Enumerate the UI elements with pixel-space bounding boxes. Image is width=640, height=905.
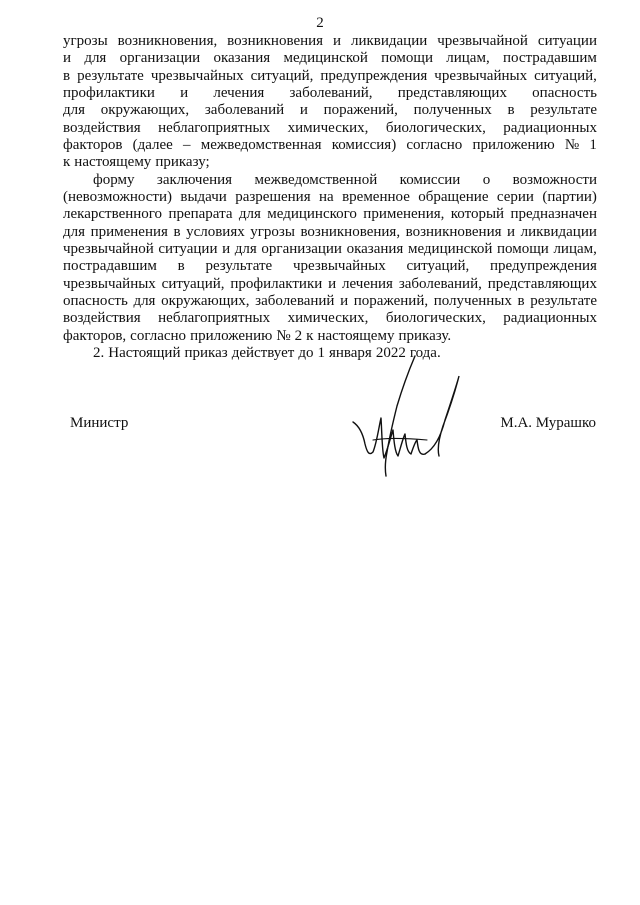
- word: чрезвычайных: [292, 258, 386, 275]
- word: результате: [530, 102, 597, 119]
- word: медицинской: [283, 50, 368, 67]
- word: воздействия: [63, 310, 141, 327]
- word: чрезвычайных: [150, 67, 244, 84]
- word: организации: [119, 50, 201, 67]
- signature-row: [0, 414, 640, 434]
- word: поражений,: [353, 292, 429, 309]
- word: №: [564, 136, 580, 153]
- word: и: [328, 275, 337, 292]
- word: приложению: [190, 327, 273, 344]
- word: лечения: [342, 275, 393, 292]
- word: чрезвычайных: [63, 275, 156, 292]
- word: условиях: [186, 223, 245, 240]
- word: представляющих: [397, 84, 507, 101]
- word: чрезвычайной: [63, 240, 154, 257]
- word: для: [63, 102, 86, 119]
- order-body-text: [63, 33, 597, 362]
- word: и: [340, 292, 349, 309]
- text-line: [63, 345, 597, 362]
- word: 2022: [375, 344, 406, 361]
- word: возможности: [512, 171, 597, 188]
- word: межведомственной: [254, 171, 378, 188]
- text-line: [63, 276, 597, 293]
- word: 2: [294, 327, 303, 344]
- word: факторов,: [63, 327, 127, 344]
- word: в: [63, 67, 71, 84]
- word: ситуаций,: [534, 67, 597, 84]
- word: оказания: [346, 240, 404, 257]
- word: ситуаций,: [406, 258, 470, 275]
- word: заболеваний: [204, 102, 285, 119]
- word: заболеваний,: [289, 84, 373, 101]
- word: помощи: [381, 50, 433, 67]
- word: возникновения,: [300, 223, 401, 240]
- word: биологических,: [385, 310, 486, 327]
- word: предупреждения: [320, 67, 428, 84]
- word: комиссии: [399, 171, 461, 188]
- word: заболеваний,: [398, 275, 482, 292]
- word: Настоящий: [108, 344, 181, 361]
- signer-position: Министр: [70, 415, 129, 431]
- word: организации: [261, 240, 342, 257]
- word: к: [306, 327, 314, 344]
- word: лицам,: [553, 240, 597, 257]
- word: опасность: [532, 84, 597, 101]
- word: 1: [317, 344, 325, 361]
- word: обращение: [418, 188, 489, 205]
- word: оказания: [213, 50, 271, 67]
- word: лекарственного: [63, 206, 163, 223]
- word: полученных: [413, 102, 492, 119]
- word: полученных: [433, 292, 512, 309]
- word: для: [133, 292, 156, 309]
- word: разрешения: [235, 188, 311, 205]
- word: согласно: [130, 327, 187, 344]
- word: ликвидации: [350, 33, 428, 49]
- word: для: [234, 240, 257, 257]
- text-line: [63, 310, 597, 327]
- word: форму: [93, 171, 135, 188]
- word: приказ: [184, 344, 228, 361]
- word: и: [180, 84, 189, 101]
- word: приказу;: [155, 154, 210, 171]
- word: применения: [90, 223, 168, 240]
- word: (далее: [132, 136, 173, 153]
- word: (невозможности): [63, 188, 172, 205]
- word: угрозы: [63, 33, 108, 49]
- word: и: [222, 240, 231, 257]
- word: факторов: [63, 136, 123, 153]
- word: на: [319, 188, 334, 205]
- text-line: [63, 258, 597, 275]
- text-line: [63, 189, 597, 206]
- word: заключения: [156, 171, 233, 188]
- word: 2.: [93, 344, 105, 361]
- word: предназначен: [510, 206, 597, 223]
- text-line: [63, 85, 597, 102]
- word: помощи: [497, 240, 549, 257]
- word: который: [450, 206, 505, 223]
- word: о: [482, 171, 491, 188]
- word: ситуаций,: [250, 67, 314, 84]
- word: в: [177, 258, 185, 275]
- word: неблагоприятных: [158, 310, 271, 327]
- page-number: 2: [316, 15, 324, 31]
- text-line: [63, 68, 597, 85]
- word: чрезвычайных: [434, 67, 528, 84]
- word: лечения: [213, 84, 265, 101]
- text-line: [63, 241, 597, 258]
- word: воздействия: [63, 119, 141, 136]
- word: пострадавшим: [503, 50, 597, 67]
- word: лицам,: [446, 50, 490, 67]
- word: к: [63, 154, 71, 171]
- word: профилактики: [63, 84, 155, 101]
- text-line: [63, 33, 597, 50]
- word: для: [84, 50, 107, 67]
- word: возникновения,: [117, 33, 218, 49]
- word: года.: [409, 344, 441, 361]
- word: химических,: [287, 310, 369, 327]
- text-line: [63, 293, 597, 310]
- word: приказу.: [398, 327, 452, 344]
- word: приложению: [472, 136, 555, 153]
- word: медицинской: [407, 240, 493, 257]
- word: (партии): [542, 188, 597, 205]
- word: предупреждения: [490, 258, 597, 275]
- text-line: [63, 50, 597, 67]
- word: неблагоприятных: [158, 119, 271, 136]
- word: и: [299, 102, 308, 119]
- word: биологических,: [385, 119, 486, 136]
- text-line: [63, 206, 597, 223]
- word: радиационных: [503, 310, 597, 327]
- word: действует: [231, 344, 295, 361]
- word: –: [183, 136, 191, 153]
- word: окружающих,: [100, 102, 190, 119]
- word: ситуаций,: [161, 275, 225, 292]
- word: опасность: [63, 292, 128, 309]
- word: для: [63, 223, 86, 240]
- text-line: [63, 102, 597, 119]
- word: и: [507, 223, 516, 240]
- word: для: [238, 206, 261, 223]
- word: профилактики: [230, 275, 323, 292]
- word: в: [507, 102, 515, 119]
- word: №: [276, 327, 291, 344]
- word: до: [298, 344, 314, 361]
- word: настоящему: [74, 154, 152, 171]
- word: результате: [205, 258, 273, 275]
- word: окружающих,: [161, 292, 250, 309]
- word: радиационных: [503, 119, 597, 136]
- word: ситуации: [537, 33, 597, 49]
- word: ситуации: [158, 240, 218, 257]
- word: выдачи: [180, 188, 227, 205]
- word: пострадавшим: [63, 258, 157, 275]
- text-line: [63, 137, 597, 154]
- word: января: [328, 344, 372, 361]
- word: применения,: [363, 206, 445, 223]
- text-line: [63, 172, 597, 189]
- word: настоящему: [317, 327, 395, 344]
- word: препарата: [168, 206, 233, 223]
- text-line: [63, 120, 597, 137]
- word: комиссия): [331, 136, 397, 153]
- text-line: [63, 154, 597, 171]
- word: результате: [77, 67, 144, 84]
- word: чрезвычайной: [437, 33, 528, 49]
- word: ликвидации: [520, 223, 597, 240]
- word: поражений,: [323, 102, 398, 119]
- word: медицинского: [267, 206, 357, 223]
- word: согласно: [406, 136, 463, 153]
- text-line: [63, 328, 597, 345]
- word: и: [333, 33, 342, 49]
- word: в: [517, 292, 525, 309]
- word: в: [173, 223, 181, 240]
- word: серии: [496, 188, 534, 205]
- word: заболеваний: [255, 292, 335, 309]
- text-line: [63, 224, 597, 241]
- word: межведомственная: [200, 136, 322, 153]
- word: временное: [342, 188, 410, 205]
- word: результате: [530, 292, 597, 309]
- word: и: [63, 50, 72, 67]
- word: возникновения: [227, 33, 324, 49]
- signer-name: М.А. Мурашко: [500, 415, 596, 431]
- word: возникновения: [405, 223, 502, 240]
- word: химических,: [287, 119, 369, 136]
- word: представляющих: [487, 275, 597, 292]
- word: угрозы: [250, 223, 295, 240]
- word: 1: [589, 136, 597, 153]
